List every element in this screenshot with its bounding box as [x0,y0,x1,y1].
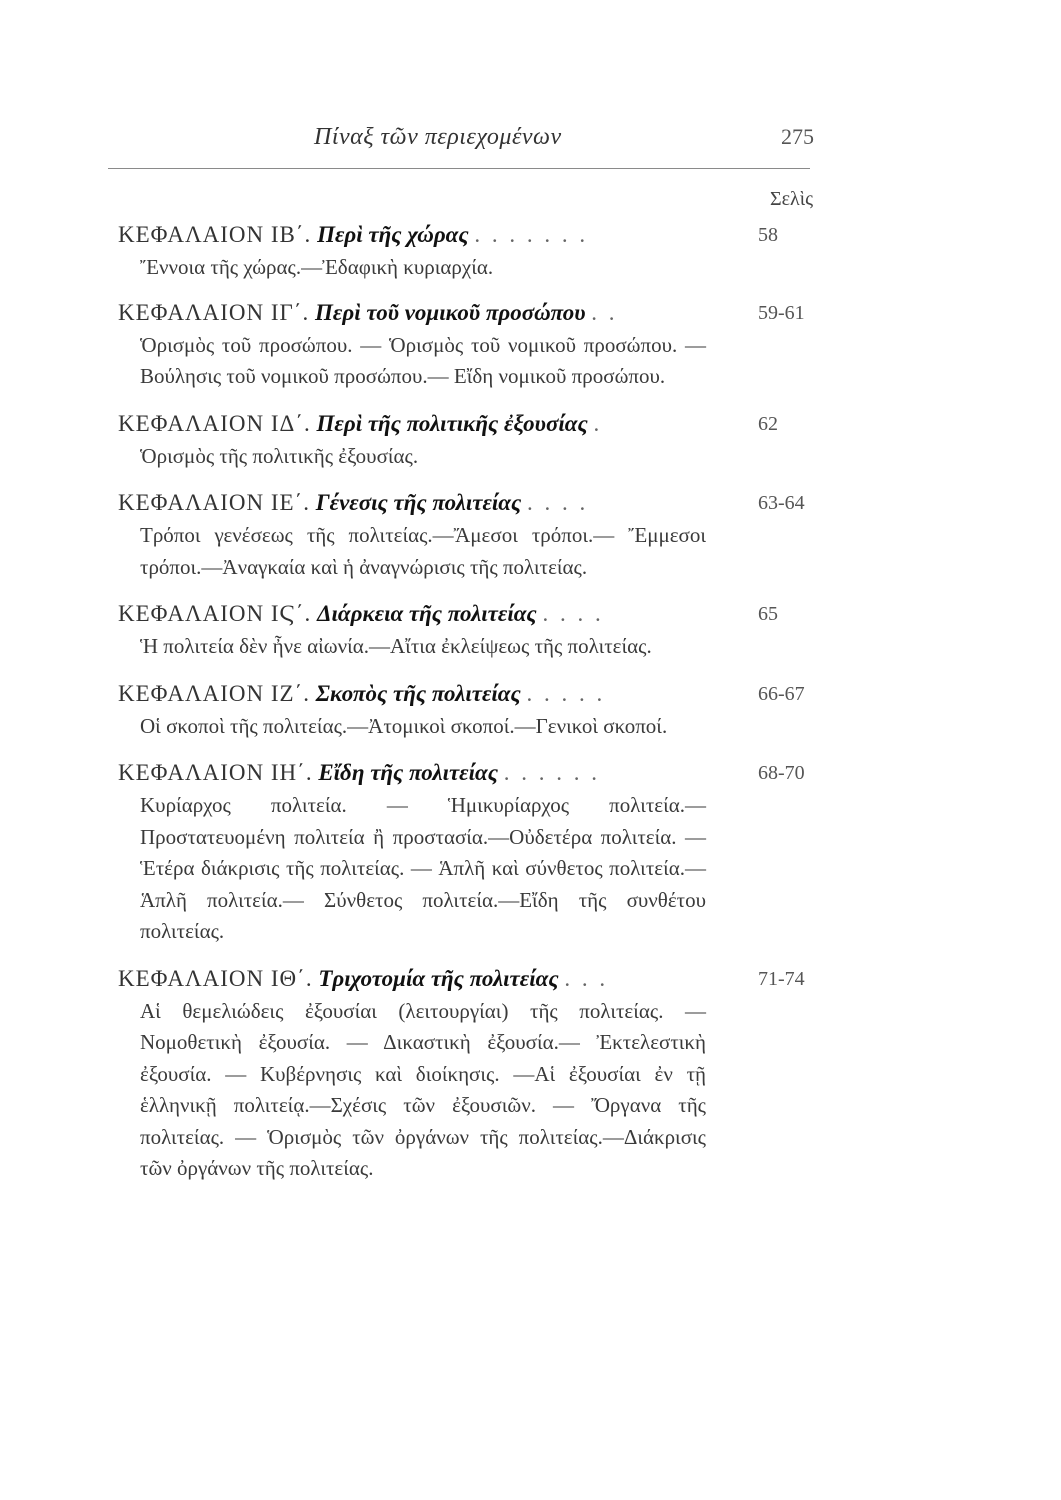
leader-dots: . [593,410,603,436]
entry-heading [118,407,708,441]
leader-dots: . . . . . . [503,760,600,785]
leader-dots: . . . . . . . [474,222,589,247]
entry-heading [118,962,708,996]
entry-heading [118,597,708,631]
page-range: 65 [758,603,778,625]
toc-entry-15 [118,486,818,583]
leader-dots: . . . . [527,490,589,515]
chapter-label: ΚΕΦΑΛΑΙΟΝ ΙΔ΄. [118,410,311,436]
entry-summary: Ὁρισμὸς τῆς πολιτικῆς ἐξουσίας. [140,443,419,468]
chapter-title: Περὶ τοῦ νομικοῦ προσώπου [315,299,586,325]
chapter-label: ΚΕΦΑΛΑΙΟΝ ΙΕ΄. [118,490,311,515]
entry-summary: Ἡ πολιτεία δὲν ἦνε αἰωνία.—Αἴτια ἐκλείψεως τῆς πολιτείας. [140,634,652,658]
toc-entry-14 [118,407,818,473]
toc-entry-18 [118,756,818,948]
header-rule [108,168,810,169]
chapter-label: ΚΕΦΑΛΑΙΟΝ ΙΗ΄. [118,760,313,785]
entry-heading [118,486,708,520]
chapter-title: Περὶ τῆς πολιτικῆς ἐξουσίας [316,410,588,436]
entry-heading [118,677,708,711]
running-title: Πίναξ τῶν περιεχομένων [314,124,562,150]
page-range: 66-67 [758,682,805,705]
chapter-title: Τριχοτομία τῆς πολιτείας [318,965,559,991]
leader-dots: . . . . . [526,680,606,706]
chapter-title: Σκοπὸς τῆς πολιτείας [315,680,521,706]
toc-entry-12 [118,218,818,284]
toc-entry-19 [118,962,818,1185]
leader-dots: . . . . [542,601,604,626]
entry-summary: Κυρίαρχος πολιτεία. — Ἡμικυρίαρχος πολιτεία.— Προστατευομένη πολιτεία ἢ προστασία.—Οὐδετέρα πολιτεία. — Ἑτέρα διάκρισις τῆς πολιτείας. — Ἁπλῆ καὶ σύνθετος πολιτεία.—Ἁπλῆ πολιτεία.— Σύνθετος πολιτεία.—Εἴδη τῆς συνθέτου πολιτείας. [140,793,706,943]
chapter-title: Περὶ τῆς χώρας [317,222,469,247]
toc-entry-17 [118,677,818,743]
page-range: 62 [758,412,778,435]
running-head [108,124,814,164]
page-range: 63-64 [758,492,805,514]
leader-dots: . . [591,299,618,325]
entry-summary: Ὁρισμὸς τοῦ προσώπου. — Ὁρισμὸς τοῦ νομικοῦ προσώπου. — Βούλησις τοῦ νομικοῦ προσώπου.— Εἴδη νομικοῦ προσώπου. [140,332,706,388]
entry-summary: Τρόποι γενέσεως τῆς πολιτείας.—Ἄμεσοι τρόποι.— Ἔμμεσοι τρόποι.—Ἀναγκαία καὶ ἡ ἀναγνώρισις τῆς πολιτείας. [140,523,706,579]
page-range: 71-74 [758,967,805,990]
entry-heading [118,218,708,252]
entry-summary: Οἱ σκοποὶ τῆς πολιτείας.—Ἀτομικοὶ σκοποί.—Γενικοὶ σκοποί. [140,713,668,738]
entry-summary: Ἔννοια τῆς χώρας.—Ἐδαφικὴ κυριαρχία. [140,255,494,279]
page-range: 58 [758,224,778,246]
entry-summary: Αἱ θεμελιώδεις ἐξουσίαι (λειτουργίαι) τῆς πολιτείας. — Νομοθετικὴ ἐξουσία. — Δικαστικὴ ἐξουσία.— Ἐκτελεστικὴ ἐξουσία. — Κυβέρνησις καὶ διοίκησις. —Αἱ ἐξουσίαι ἐν τῇ ἑλληνικῇ πολιτείᾳ.—Σχέσις τῶν ἐξουσιῶν. — Ὄργανα τῆς πολιτείας. — Ὁρισμὸς τῶν ὀργάνων τῆς πολιτείας.—Διάκρισις τῶν ὀργάνων τῆς πολιτείας. [140,998,706,1180]
page-range: 68-70 [758,762,805,784]
page-number: 275 [781,124,814,149]
toc-entry-13 [118,296,818,393]
chapter-title: Εἴδη τῆς πολιτείας [318,760,498,785]
chapter-label: ΚΕΦΑΛΑΙΟΝ ΙΘ΄. [118,965,313,991]
chapter-title: Γένεσις τῆς πολιτείας [315,490,522,515]
toc-entry-16 [118,597,818,663]
chapter-title: Διάρκεια τῆς πολιτείας [317,601,537,626]
page-range: 59-61 [758,301,805,324]
entry-heading [118,756,708,790]
chapter-label: ΚΕΦΑΛΑΙΟΝ ΙΖ΄. [118,680,311,706]
chapter-label: ΚΕΦΑΛΑΙΟΝ ΙϚ΄. [118,601,312,626]
chapter-label: ΚΕΦΑΛΑΙΟΝ ΙΓ΄. [118,299,310,325]
entry-heading [118,296,708,330]
pages-column-label: Σελὶς [769,188,813,210]
leader-dots: . . . [564,965,609,991]
table-of-contents [118,218,818,1185]
chapter-label: ΚΕΦΑΛΑΙΟΝ ΙΒ΄. [118,222,312,247]
